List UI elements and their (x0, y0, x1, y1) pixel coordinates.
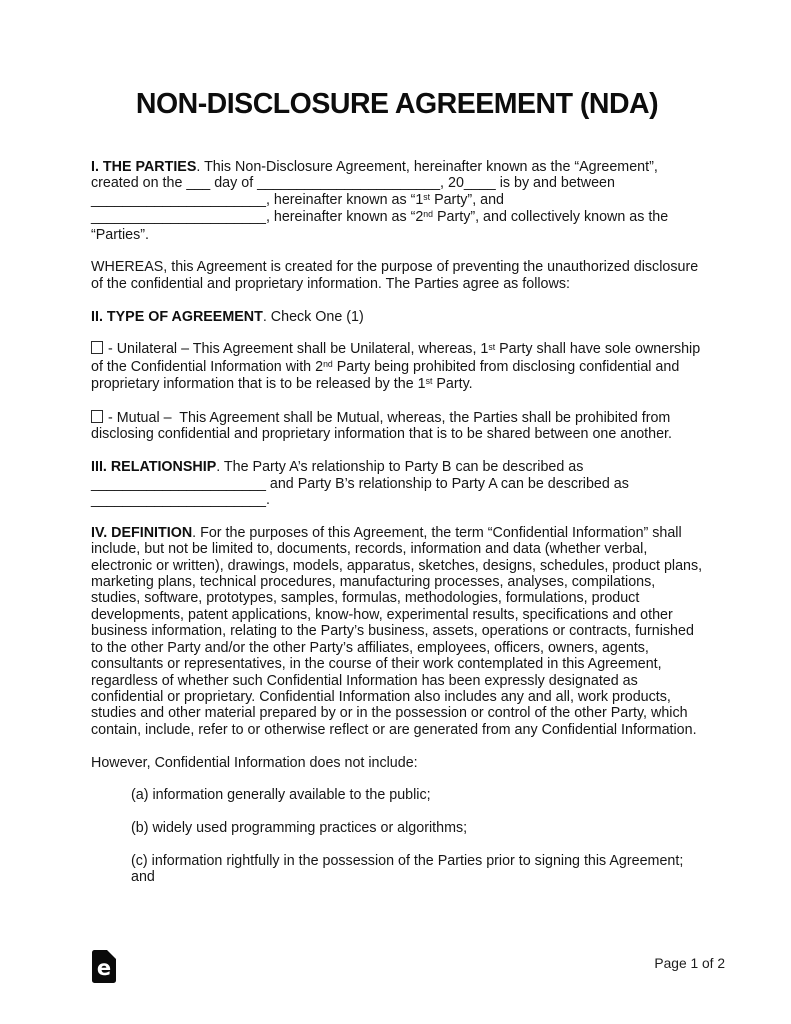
exclusions-intro: However, Confidential Information does not include: (91, 754, 418, 771)
exclusion-item-c: (c) information rightfully in the possession of the Parties prior to signing this Agreement; and (131, 852, 688, 886)
document-title: NON-DISCLOSURE AGREEMENT (NDA) (135, 88, 659, 120)
definition-clause: IV. DEFINITION. For the purposes of this Agreement, the term “Confidential Information” shall include, but not be limited to, documents, records, information and data (whether verbal, electronic or written), drawings, models, apparatus, sketches, designs, schedules, product plans, marketing plans, technical procedures, manufacturing processes, analyses, compilations, studies, software, prototypes, samples, formulas, methodologies, formulations, product developments, patent applications, know-how, experimental results, specifications and other business information, relating to the Party’s business, assets, operations or contracts, furnished to the other Party and/or the other Party’s affiliates, employees, officers, owners, agents, consultants or representatives, in the course of their work contemplated in this Agreement, regardless of whether such Confidential Information has been expressly designated as confidential or proprietary. Confidential Information also includes any and all, work products, studies and other material prepared by or in the possession or control of the other Party, which contain, include, refer to or otherwise reflect or are generated from any Confidential Information. (91, 524, 707, 738)
type-of-agreement-heading: II. TYPE OF AGREEMENT. Check One (1) (91, 308, 364, 325)
party-b-relationship-blank[interactable]: ______________________ (91, 492, 266, 509)
whereas-clause: WHEREAS, this Agreement is created for the purpose of preventing the unauthorized disclosure of the confidential and proprietary information. The Parties agree as follows: (91, 259, 703, 292)
exclusion-item-b: (b) widely used programming practices or algorithms; (131, 820, 468, 837)
party-a-relationship-blank[interactable]: ______________________ (91, 475, 266, 492)
relationship-clause: III. RELATIONSHIP. The Party A’s relationship to Party B can be described as ______________________ and Party B’s relationship to Party A can be described as ______________________. (91, 459, 629, 509)
day-blank[interactable]: ___ (186, 175, 211, 192)
unilateral-checkbox[interactable] (91, 341, 103, 354)
first-party-name-blank[interactable]: ______________________ (91, 191, 266, 208)
second-party-name-blank[interactable]: ______________________ (91, 209, 266, 226)
page-number-label: Page 1 of 2 (654, 956, 725, 971)
year-blank[interactable]: ____ (463, 175, 496, 192)
unilateral-option: - Unilateral – This Agreement shall be Unilateral, whereas, 1st Party shall have sole ownership of the Confidential Information with 2nd Party being prohibited from disclosing confidential and proprietary information that is to be released by the 1st Party. (91, 341, 705, 393)
mutual-checkbox[interactable] (91, 410, 103, 423)
eforms-logo-icon (92, 950, 116, 983)
mutual-option: - Mutual – This Agreement shall be Mutual, whereas, the Parties shall be prohibited from disclosing confidential and proprietary information that is to be shared between one another. (91, 410, 675, 443)
exclusion-item-a: (a) information generally available to the public; (131, 787, 431, 804)
eforms-logo-letter: e (96, 956, 112, 980)
document-body (91, 159, 707, 886)
document-content (91, 88, 707, 886)
month-blank[interactable]: _______________________ (257, 175, 441, 192)
parties-clause: I. THE PARTIES. This Non-Disclosure Agreement, hereinafter known as the “Agreement”, created on the ___ day of _______________________, 20____ is by and between ______________________, hereinafter known as “1st Party”, and ______________________, hereinafter known as “2nd Party”, and collectively known as the “Parties”. (91, 159, 669, 243)
